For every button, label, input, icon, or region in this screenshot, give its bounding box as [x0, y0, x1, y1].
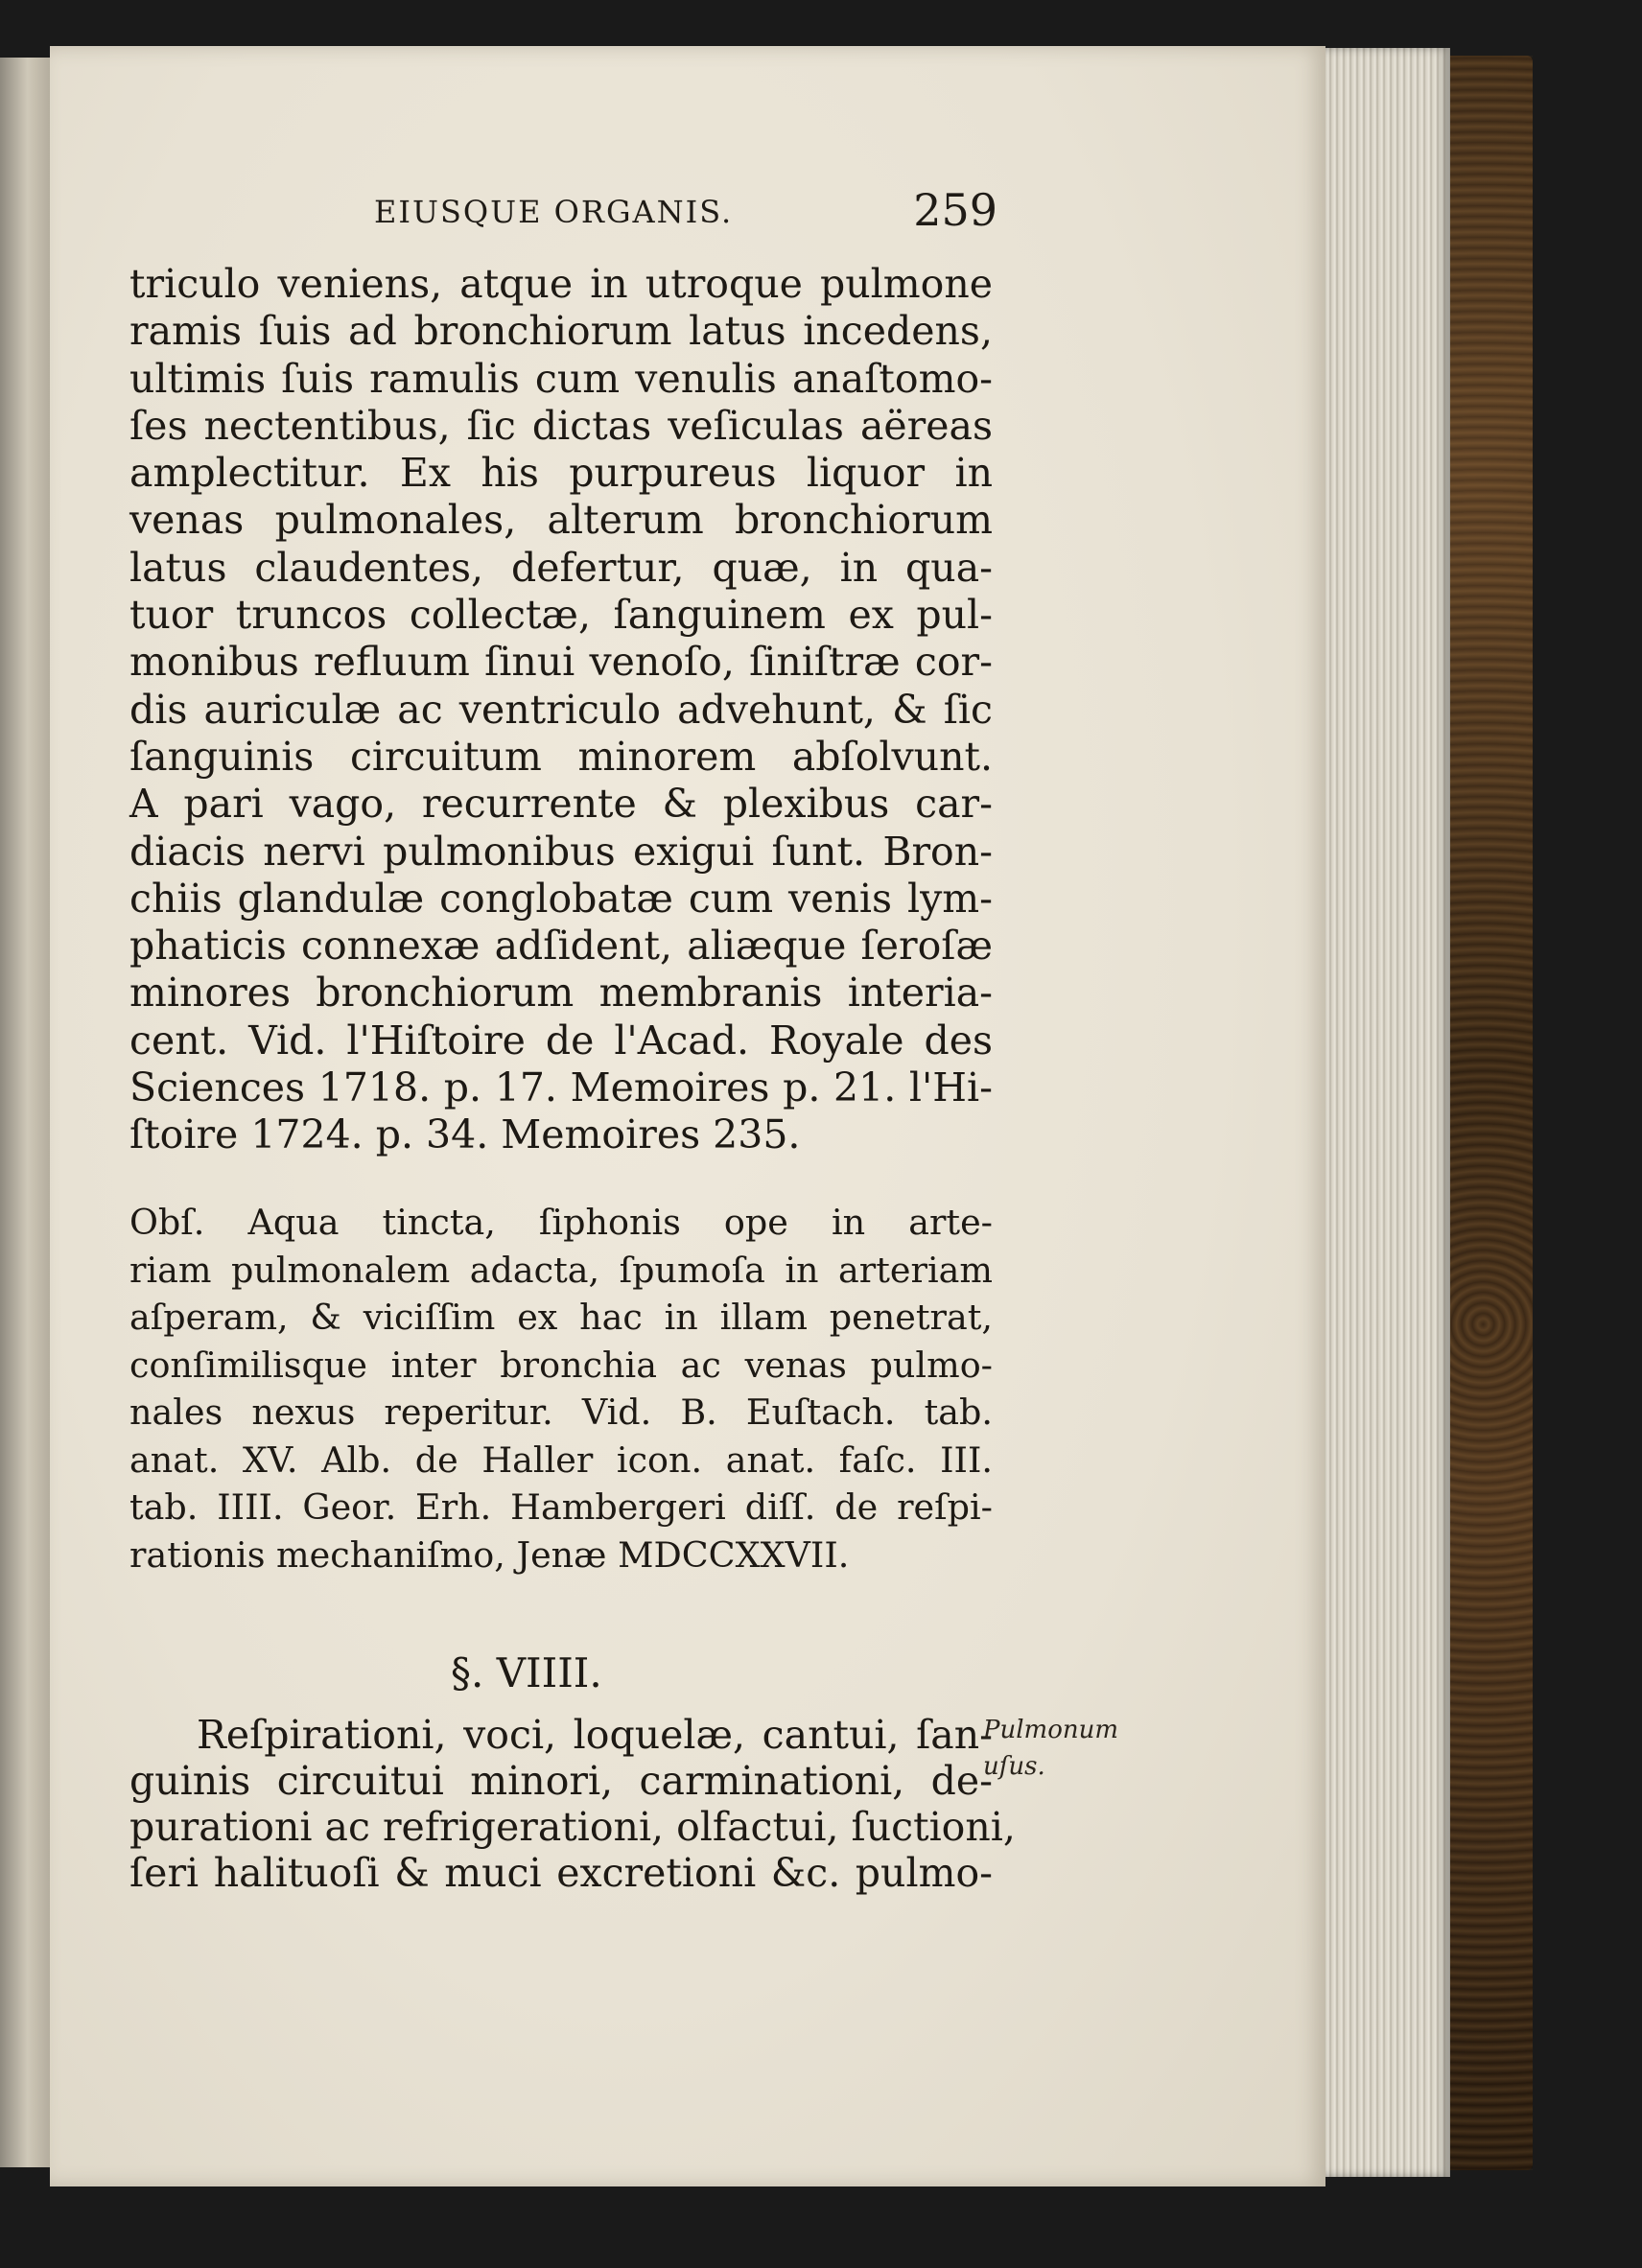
- text-line: dis auriculæ ac ventriculo advehunt, & ſic: [129, 686, 993, 733]
- obs-line: tab. IIII. Geor. Erh. Hambergeri diſſ. de reſpi-: [129, 1486, 993, 1528]
- running-title: EIUSQUE ORGANIS.: [374, 194, 734, 230]
- page-number: 259: [913, 184, 997, 236]
- observation-paragraph: [129, 1199, 993, 1578]
- book-cover: [1450, 56, 1533, 2170]
- marginal-note-line: Pulmonum: [983, 1716, 1119, 1744]
- section-heading: §. VIIII.: [451, 1649, 602, 1696]
- text-line: latus claudentes, defertur, quæ, in qua-: [129, 544, 993, 591]
- text-line: diacis nervi pulmonibus exigui ſunt. Bron-: [129, 828, 993, 875]
- text-line: ultimis ſuis ramulis cum venulis anaſtomo-: [129, 355, 993, 402]
- obs-line: aſperam, & viciſſim ex hac in illam penetrat,: [129, 1297, 993, 1338]
- para-line: Reſpirationi, voci, loquelæ, cantui, ſan-: [197, 1712, 993, 1758]
- obs-line: riam pulmonalem adacta, ſpumoſa in arteriam: [129, 1249, 993, 1291]
- main-paragraph: [129, 261, 993, 1159]
- page-edges: [1325, 48, 1450, 2177]
- text-line: ramis ſuis ad bronchiorum latus incedens,: [129, 308, 993, 355]
- para-line: guinis circuitui minori, carminationi, de-: [129, 1758, 993, 1804]
- marginal-note-line: uſus.: [983, 1752, 1045, 1781]
- text-line: ſanguinis circuitum minorem abſolvunt.: [129, 733, 993, 780]
- text-line: minores bronchiorum membranis interia-: [129, 970, 993, 1017]
- text-line: A pari vago, recurrente & plexibus car-: [129, 781, 993, 828]
- text-line: amplectitur. Ex his purpureus liquor in: [129, 450, 993, 497]
- previous-page-edge: [0, 58, 50, 2167]
- text-line: Sciences 1718. p. 17. Memoires p. 21. l'Hi-: [129, 1064, 993, 1111]
- obs-line: rationis mechaniſmo, Jenæ MDCCXXVII.: [129, 1533, 850, 1576]
- text-line: ſtoire 1724. p. 34. Memoires 235.: [129, 1111, 801, 1158]
- obs-line: nales nexus reperitur. Vid. B. Euſtach. tab.: [129, 1391, 993, 1433]
- text-line: cent. Vid. l'Hiſtoire de l'Acad. Royale des: [129, 1017, 993, 1064]
- text-line: chiis glandulæ conglobatæ cum venis lym-: [129, 875, 993, 922]
- text-line: phaticis connexæ adſident, aliæque ſeroſæ: [129, 923, 993, 970]
- text-line: monibus refluum ſinui venoſo, ſiniſtræ cor-: [129, 639, 993, 686]
- obs-line: anat. XV. Alb. de Haller icon. anat. faſc. III.: [129, 1438, 993, 1481]
- para-line: purationi ac refrigerationi, olfactui, ſuctioni,: [129, 1804, 1016, 1850]
- para-line: ſeri halituoſi & muci excretioni &c. pulmo-: [129, 1850, 993, 1896]
- obs-line: conſimilisque inter bronchia ac venas pulmo-: [129, 1344, 993, 1386]
- page-header: [374, 184, 997, 242]
- text-line: ſes nectentibus, ſic dictas veſiculas aëreas: [129, 402, 993, 449]
- text-line: triculo veniens, atque in utroque pulmone: [129, 261, 993, 307]
- obs-line: Obſ. Aqua tincta, ſiphonis ope in arte-: [129, 1202, 993, 1243]
- marginal-note: [983, 1712, 1146, 1785]
- text-line: venas pulmonales, alterum bronchiorum: [129, 497, 993, 544]
- text-line: tuor truncos collectæ, ſanguinem ex pul-: [129, 592, 993, 639]
